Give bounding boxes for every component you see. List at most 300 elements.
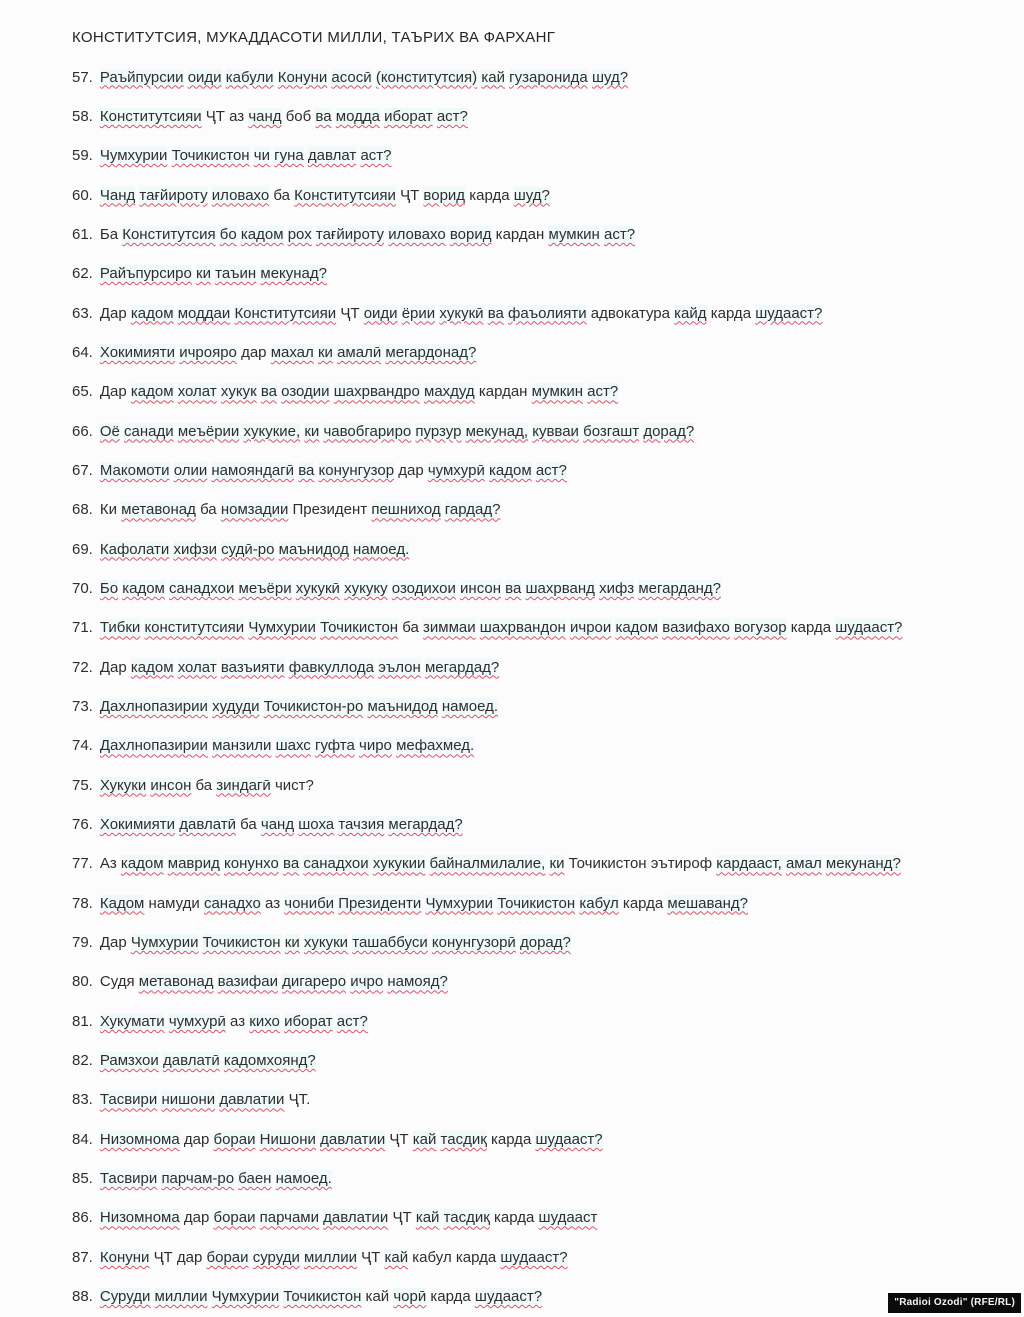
question-text bbox=[100, 1170, 332, 1187]
misspelled-word: шоха bbox=[298, 816, 335, 834]
question-item bbox=[72, 136, 994, 175]
misspelled-word: Тасвири bbox=[99, 1091, 158, 1109]
misspelled-word: вазифахо bbox=[662, 619, 730, 637]
misspelled-word: кабул bbox=[579, 894, 619, 912]
misspelled-word: Низомнома bbox=[99, 1130, 180, 1148]
word: карда bbox=[469, 186, 510, 204]
misspelled-word: рох bbox=[287, 225, 312, 243]
misspelled-word: мекунанд? bbox=[825, 855, 901, 873]
misspelled-word: шудааст? bbox=[500, 1248, 568, 1266]
page-title: КОНСТИТУТСИЯ, МУКАДДАСОТИ МИЛЛИ, ТАЪРИХ ВА ФАРХАНГ bbox=[72, 29, 556, 47]
word: ҶТ bbox=[205, 107, 225, 125]
word: Дар bbox=[99, 383, 127, 401]
question-item bbox=[72, 608, 994, 647]
misspelled-word: озодии bbox=[281, 383, 330, 401]
question-text bbox=[100, 108, 468, 125]
misspelled-word: давлатӣ bbox=[162, 1052, 220, 1070]
misspelled-word: озодихои bbox=[391, 579, 456, 597]
misspelled-word: давлатии bbox=[320, 1130, 386, 1148]
watermark-badge: "Radioi Ozodi" (RFE/RL) bbox=[888, 1293, 1021, 1313]
question-item bbox=[72, 1159, 994, 1198]
misspelled-word: Оё bbox=[99, 422, 120, 440]
misspelled-word: мегардад? bbox=[424, 658, 500, 676]
misspelled-word: мумкин bbox=[548, 225, 600, 243]
question-text bbox=[100, 187, 550, 204]
word: аз bbox=[229, 107, 245, 125]
question-number: 81. bbox=[72, 1012, 93, 1030]
question-number: 64. bbox=[72, 343, 93, 361]
misspelled-word: мегарданд? bbox=[638, 579, 721, 597]
misspelled-word: Чумхурии bbox=[99, 147, 168, 165]
misspelled-word: тағйироту bbox=[139, 186, 208, 204]
word: кай bbox=[365, 1288, 390, 1306]
question-text bbox=[100, 462, 567, 479]
misspelled-word: Точикистон-ро bbox=[263, 698, 364, 716]
misspelled-word: нишони bbox=[161, 1091, 216, 1109]
misspelled-word: бораи bbox=[213, 1209, 256, 1227]
question-number: 79. bbox=[72, 934, 93, 952]
question-item bbox=[72, 1080, 994, 1119]
misspelled-word: меъёрии bbox=[177, 422, 240, 440]
question-item bbox=[72, 293, 994, 332]
question-number: 58. bbox=[72, 107, 93, 125]
misspelled-word: Хокимияти bbox=[99, 816, 176, 834]
misspelled-word: Чанд bbox=[99, 186, 136, 204]
question-text bbox=[100, 383, 618, 400]
question-item bbox=[72, 569, 994, 608]
misspelled-word: моддаи bbox=[177, 304, 231, 322]
misspelled-word: ва bbox=[505, 579, 522, 597]
misspelled-word: ки bbox=[317, 343, 333, 361]
misspelled-word: Конститутсияи bbox=[234, 304, 337, 322]
misspelled-word: аст? bbox=[604, 225, 636, 243]
misspelled-word: шудааст? bbox=[755, 304, 823, 322]
misspelled-word: судӣ-ро bbox=[221, 540, 275, 558]
misspelled-word: хукукии bbox=[372, 855, 426, 873]
misspelled-word: иборат bbox=[384, 107, 433, 125]
misspelled-word: кардааст, bbox=[716, 855, 782, 873]
word: карда bbox=[490, 1130, 532, 1148]
misspelled-word: таъин bbox=[215, 265, 257, 283]
question-number: 57. bbox=[72, 68, 93, 86]
misspelled-word: ки bbox=[549, 855, 565, 873]
misspelled-word: мешаванд? bbox=[667, 894, 748, 912]
question-text bbox=[100, 816, 463, 833]
misspelled-word: маънидод bbox=[367, 698, 438, 716]
question-number: 85. bbox=[72, 1170, 93, 1188]
misspelled-word: Низомнома bbox=[99, 1209, 180, 1227]
misspelled-word: кувваи bbox=[532, 422, 579, 440]
misspelled-word: гуфта bbox=[314, 737, 355, 755]
misspelled-word: мегардонад? bbox=[385, 343, 477, 361]
question-item bbox=[72, 372, 994, 411]
question-item bbox=[72, 1120, 994, 1159]
misspelled-word: хукуки bbox=[303, 934, 349, 952]
word: дар bbox=[183, 1209, 210, 1227]
question-number: 74. bbox=[72, 737, 93, 755]
question-item bbox=[72, 766, 994, 805]
misspelled-word: Кафолати bbox=[99, 540, 170, 558]
question-number: 80. bbox=[72, 973, 93, 991]
misspelled-word: парчами bbox=[259, 1209, 319, 1227]
question-item bbox=[72, 215, 994, 254]
misspelled-word: байналмилалие, bbox=[429, 855, 546, 873]
question-item bbox=[72, 687, 994, 726]
question-text bbox=[100, 619, 903, 636]
question-number: 60. bbox=[72, 186, 93, 204]
misspelled-word: холат bbox=[177, 658, 217, 676]
misspelled-word: Чумхурии bbox=[248, 619, 316, 637]
question-text bbox=[100, 1209, 598, 1226]
misspelled-word: Конститутсия bbox=[122, 225, 216, 243]
word: кардан bbox=[495, 225, 545, 243]
word: кабул bbox=[412, 1248, 452, 1266]
question-number: 87. bbox=[72, 1248, 93, 1266]
question-number: 72. bbox=[72, 658, 93, 676]
misspelled-word: Конуни bbox=[277, 68, 328, 86]
misspelled-word: кадом bbox=[120, 855, 164, 873]
misspelled-word: давлат bbox=[307, 147, 357, 165]
word: намуди bbox=[148, 894, 200, 912]
word: ба bbox=[402, 619, 419, 637]
misspelled-word: ва bbox=[487, 304, 504, 322]
misspelled-word: хукукӣ bbox=[439, 304, 484, 322]
misspelled-word: Бо bbox=[99, 579, 119, 597]
question-text bbox=[100, 1091, 310, 1108]
word: Ки bbox=[99, 501, 117, 519]
misspelled-word: хукуку bbox=[344, 579, 388, 597]
word: ба bbox=[240, 816, 257, 834]
question-item bbox=[72, 962, 994, 1001]
misspelled-word: кадом bbox=[122, 579, 165, 597]
misspelled-word: Суруди bbox=[99, 1288, 151, 1306]
misspelled-word: ворид bbox=[449, 225, 492, 243]
misspelled-word: хукук bbox=[220, 383, 257, 401]
misspelled-word: аст? bbox=[587, 383, 619, 401]
misspelled-word: дорад? bbox=[519, 934, 571, 952]
misspelled-word: мегардад? bbox=[388, 816, 463, 834]
misspelled-word: намоед. bbox=[275, 1170, 332, 1188]
question-text bbox=[100, 69, 628, 86]
question-text bbox=[100, 1288, 542, 1305]
question-item bbox=[72, 490, 994, 529]
misspelled-word: конунхо bbox=[224, 855, 279, 873]
misspelled-word: аст? bbox=[360, 147, 392, 165]
misspelled-word: намоед. bbox=[441, 698, 499, 716]
word: дар bbox=[241, 343, 267, 361]
misspelled-word: кайд bbox=[674, 304, 707, 322]
question-text bbox=[100, 501, 501, 518]
question-text bbox=[100, 423, 694, 440]
word: боб bbox=[285, 107, 312, 125]
misspelled-word: ки bbox=[284, 934, 300, 952]
question-number: 67. bbox=[72, 461, 93, 479]
word: ҶТ bbox=[400, 186, 420, 204]
misspelled-word: шудааст bbox=[538, 1209, 598, 1227]
misspelled-word: намоед. bbox=[353, 540, 410, 558]
misspelled-word: ва bbox=[298, 461, 315, 479]
misspelled-word: гузаронида bbox=[509, 68, 588, 86]
question-text bbox=[100, 659, 499, 676]
question-number: 77. bbox=[72, 855, 93, 873]
misspelled-word: чанд bbox=[260, 816, 295, 834]
word: ҶТ. bbox=[288, 1091, 311, 1109]
misspelled-word: суруди bbox=[252, 1248, 300, 1266]
misspelled-word: тағйироту bbox=[315, 225, 385, 243]
question-text bbox=[100, 541, 409, 558]
misspelled-word: Чумхурии bbox=[425, 894, 494, 912]
misspelled-word: гуна bbox=[274, 147, 304, 165]
question-item bbox=[72, 97, 994, 136]
word: дар bbox=[398, 461, 424, 479]
misspelled-word: эълон bbox=[378, 658, 421, 676]
question-text bbox=[100, 973, 448, 990]
misspelled-word: Дахлнопазирии bbox=[99, 698, 208, 716]
question-text bbox=[100, 305, 823, 322]
misspelled-word: чиро bbox=[359, 737, 392, 755]
question-item bbox=[72, 726, 994, 765]
question-number: 71. bbox=[72, 619, 93, 637]
question-text bbox=[100, 1249, 568, 1266]
question-number: 83. bbox=[72, 1091, 93, 1109]
word: ҶТ bbox=[361, 1248, 381, 1266]
question-number: 78. bbox=[72, 894, 93, 912]
misspelled-word: метавонад bbox=[138, 973, 214, 991]
misspelled-word: мумкин bbox=[531, 383, 583, 401]
misspelled-word: аст? bbox=[535, 461, 567, 479]
misspelled-word: Чумхурии bbox=[211, 1288, 280, 1306]
word: аз bbox=[230, 1012, 246, 1030]
word: карда bbox=[430, 1288, 471, 1306]
misspelled-word: кадом bbox=[615, 619, 659, 637]
misspelled-word: инсон bbox=[460, 579, 501, 597]
misspelled-word: хукукие, bbox=[243, 422, 301, 440]
misspelled-word: чумхурӣ bbox=[168, 1012, 226, 1030]
word: Ба bbox=[99, 225, 119, 243]
misspelled-word: Тибки bbox=[99, 619, 141, 637]
question-text bbox=[100, 737, 474, 754]
question-item bbox=[72, 411, 994, 450]
misspelled-word: (конститутсия) bbox=[375, 68, 478, 86]
question-item bbox=[72, 1041, 994, 1080]
word: Дар bbox=[99, 304, 127, 322]
misspelled-word: давлатии bbox=[323, 1209, 389, 1227]
misspelled-word: кадомхоянд? bbox=[223, 1052, 316, 1070]
question-item bbox=[72, 844, 994, 883]
misspelled-word: мефахмед. bbox=[396, 737, 475, 755]
misspelled-word: намояндагӣ bbox=[211, 461, 295, 479]
misspelled-word: Нишони bbox=[259, 1130, 316, 1148]
misspelled-word: Точикистон bbox=[283, 1288, 362, 1306]
misspelled-word: ёрии bbox=[401, 304, 436, 322]
misspelled-word: Конститутсияи bbox=[294, 186, 396, 204]
word: Судя bbox=[99, 973, 135, 991]
misspelled-word: вазъияти bbox=[220, 658, 285, 676]
misspelled-word: санадхои bbox=[303, 855, 369, 873]
misspelled-word: кадом bbox=[489, 461, 532, 479]
misspelled-word: миллии bbox=[304, 1248, 357, 1266]
misspelled-word: чумхурӣ bbox=[427, 461, 485, 479]
question-number: 59. bbox=[72, 147, 93, 165]
misspelled-word: кай bbox=[481, 68, 505, 86]
word: ба bbox=[195, 776, 213, 794]
misspelled-word: ва bbox=[283, 855, 300, 873]
misspelled-word: модда bbox=[335, 107, 380, 125]
misspelled-word: шудааст? bbox=[474, 1288, 543, 1306]
question-item bbox=[72, 57, 994, 96]
misspelled-word: ташаббуси bbox=[352, 934, 428, 952]
word: карда bbox=[494, 1209, 535, 1227]
misspelled-word: вогузор bbox=[734, 619, 787, 637]
misspelled-word: чорӣ bbox=[393, 1288, 427, 1306]
question-item bbox=[72, 254, 994, 293]
word: ҶТ bbox=[153, 1248, 173, 1266]
misspelled-word: кадом bbox=[130, 383, 174, 401]
question-number: 73. bbox=[72, 698, 93, 716]
misspelled-word: давлатӣ bbox=[179, 816, 236, 834]
misspelled-word: холат bbox=[177, 383, 217, 401]
misspelled-word: метавонад bbox=[121, 501, 196, 519]
question-item bbox=[72, 1238, 994, 1277]
misspelled-word: амалӣ bbox=[337, 343, 382, 361]
word: Дар bbox=[99, 934, 127, 952]
misspelled-word: тасдиқ bbox=[440, 1130, 487, 1148]
misspelled-word: пурзур bbox=[415, 422, 462, 440]
misspelled-word: ичрояро bbox=[179, 343, 237, 361]
misspelled-word: Точикистон bbox=[202, 934, 281, 952]
question-text bbox=[100, 226, 635, 243]
question-item bbox=[72, 529, 994, 568]
misspelled-word: амал bbox=[785, 855, 822, 873]
question-text bbox=[100, 1131, 603, 1148]
misspelled-word: чанд bbox=[248, 107, 282, 125]
word: Точикистон bbox=[568, 855, 647, 873]
misspelled-word: кай bbox=[412, 1130, 437, 1148]
question-number: 68. bbox=[72, 501, 93, 519]
word: дар bbox=[183, 1130, 210, 1148]
misspelled-word: пешниход bbox=[371, 501, 441, 519]
question-number: 66. bbox=[72, 422, 93, 440]
misspelled-word: Точикистон bbox=[497, 894, 576, 912]
question-item bbox=[72, 923, 994, 962]
question-number: 82. bbox=[72, 1052, 93, 1070]
word: карда bbox=[455, 1248, 497, 1266]
misspelled-word: асосӣ bbox=[331, 68, 372, 86]
word: Президент bbox=[292, 501, 368, 519]
misspelled-word: маънидод bbox=[278, 540, 349, 558]
misspelled-word: фаъолияти bbox=[508, 304, 587, 322]
misspelled-word: аст? bbox=[336, 1012, 368, 1030]
misspelled-word: мекунад, bbox=[465, 422, 529, 440]
question-item bbox=[72, 805, 994, 844]
question-list bbox=[72, 57, 994, 1316]
misspelled-word: кадом bbox=[240, 225, 284, 243]
misspelled-word: шуд? bbox=[513, 186, 550, 204]
misspelled-word: баен bbox=[238, 1170, 272, 1188]
word: ҶТ bbox=[340, 304, 360, 322]
misspelled-word: гардад? bbox=[444, 501, 501, 519]
misspelled-word: ичро bbox=[350, 973, 384, 991]
word: адвокатура bbox=[590, 304, 670, 322]
misspelled-word: Рамзхои bbox=[99, 1052, 159, 1070]
misspelled-word: шуд? bbox=[591, 68, 629, 86]
misspelled-word: Хокимияти bbox=[99, 343, 176, 361]
word: дар bbox=[176, 1248, 203, 1266]
word: карда bbox=[710, 304, 752, 322]
misspelled-word: санади bbox=[124, 422, 174, 440]
misspelled-word: Тасвири bbox=[99, 1170, 158, 1188]
word: кардан bbox=[478, 383, 528, 401]
question-text bbox=[100, 777, 314, 794]
misspelled-word: оиди bbox=[363, 304, 398, 322]
word: чист? bbox=[274, 776, 314, 794]
misspelled-word: ва bbox=[315, 107, 332, 125]
question-text bbox=[100, 1013, 368, 1030]
question-item bbox=[72, 333, 994, 372]
misspelled-word: манзили bbox=[212, 737, 272, 755]
word: ба bbox=[273, 186, 290, 204]
word: карда bbox=[622, 894, 664, 912]
misspelled-word: кадом bbox=[130, 658, 174, 676]
question-number: 84. bbox=[72, 1130, 93, 1148]
misspelled-word: бораи bbox=[213, 1130, 256, 1148]
misspelled-word: Точикистон bbox=[171, 147, 250, 165]
word: Аз bbox=[99, 855, 117, 873]
misspelled-word: санадхо bbox=[203, 894, 261, 912]
misspelled-word: шудааст? bbox=[535, 1130, 603, 1148]
misspelled-word: Точикистон bbox=[320, 619, 399, 637]
misspelled-word: ворид bbox=[423, 186, 466, 204]
misspelled-word: давлатии bbox=[219, 1091, 285, 1109]
misspelled-word: кихо bbox=[249, 1012, 280, 1030]
word: карда bbox=[790, 619, 832, 637]
question-text bbox=[100, 934, 571, 951]
misspelled-word: иловахо bbox=[388, 225, 446, 243]
question-item bbox=[72, 648, 994, 687]
misspelled-word: номзадии bbox=[220, 501, 289, 519]
misspelled-word: миллии bbox=[154, 1288, 208, 1306]
question-text bbox=[100, 147, 392, 164]
misspelled-word: меъёри bbox=[238, 579, 292, 597]
misspelled-word: бораи bbox=[206, 1248, 249, 1266]
question-text bbox=[100, 265, 327, 282]
misspelled-word: Дахлнопазирии bbox=[99, 737, 208, 755]
question-text bbox=[100, 895, 748, 912]
misspelled-word: чониби bbox=[284, 894, 335, 912]
misspelled-word: худуди bbox=[212, 698, 260, 716]
misspelled-word: кадом bbox=[130, 304, 174, 322]
misspelled-word: Чумхурии bbox=[130, 934, 199, 952]
misspelled-word: маврид bbox=[167, 855, 220, 873]
misspelled-word: ки bbox=[196, 265, 211, 283]
word: ҶТ bbox=[392, 1209, 412, 1227]
misspelled-word: вазифаи bbox=[217, 973, 278, 991]
question-number: 70. bbox=[72, 579, 93, 597]
misspelled-word: шахрванд bbox=[525, 579, 595, 597]
misspelled-word: мекунад? bbox=[260, 265, 327, 283]
misspelled-word: шахрвандро bbox=[333, 383, 420, 401]
misspelled-word: кай bbox=[415, 1209, 440, 1227]
misspelled-word: аст? bbox=[436, 107, 468, 125]
question-text bbox=[100, 1052, 316, 1069]
misspelled-word: хукукӣ bbox=[295, 579, 340, 597]
misspelled-word: Конуни bbox=[99, 1248, 150, 1266]
misspelled-word: ки bbox=[304, 422, 320, 440]
misspelled-word: шудааст? bbox=[835, 619, 903, 637]
misspelled-word: бозгашт bbox=[583, 422, 640, 440]
misspelled-word: тачзия bbox=[338, 816, 385, 834]
misspelled-word: конститутсияи bbox=[144, 619, 245, 637]
